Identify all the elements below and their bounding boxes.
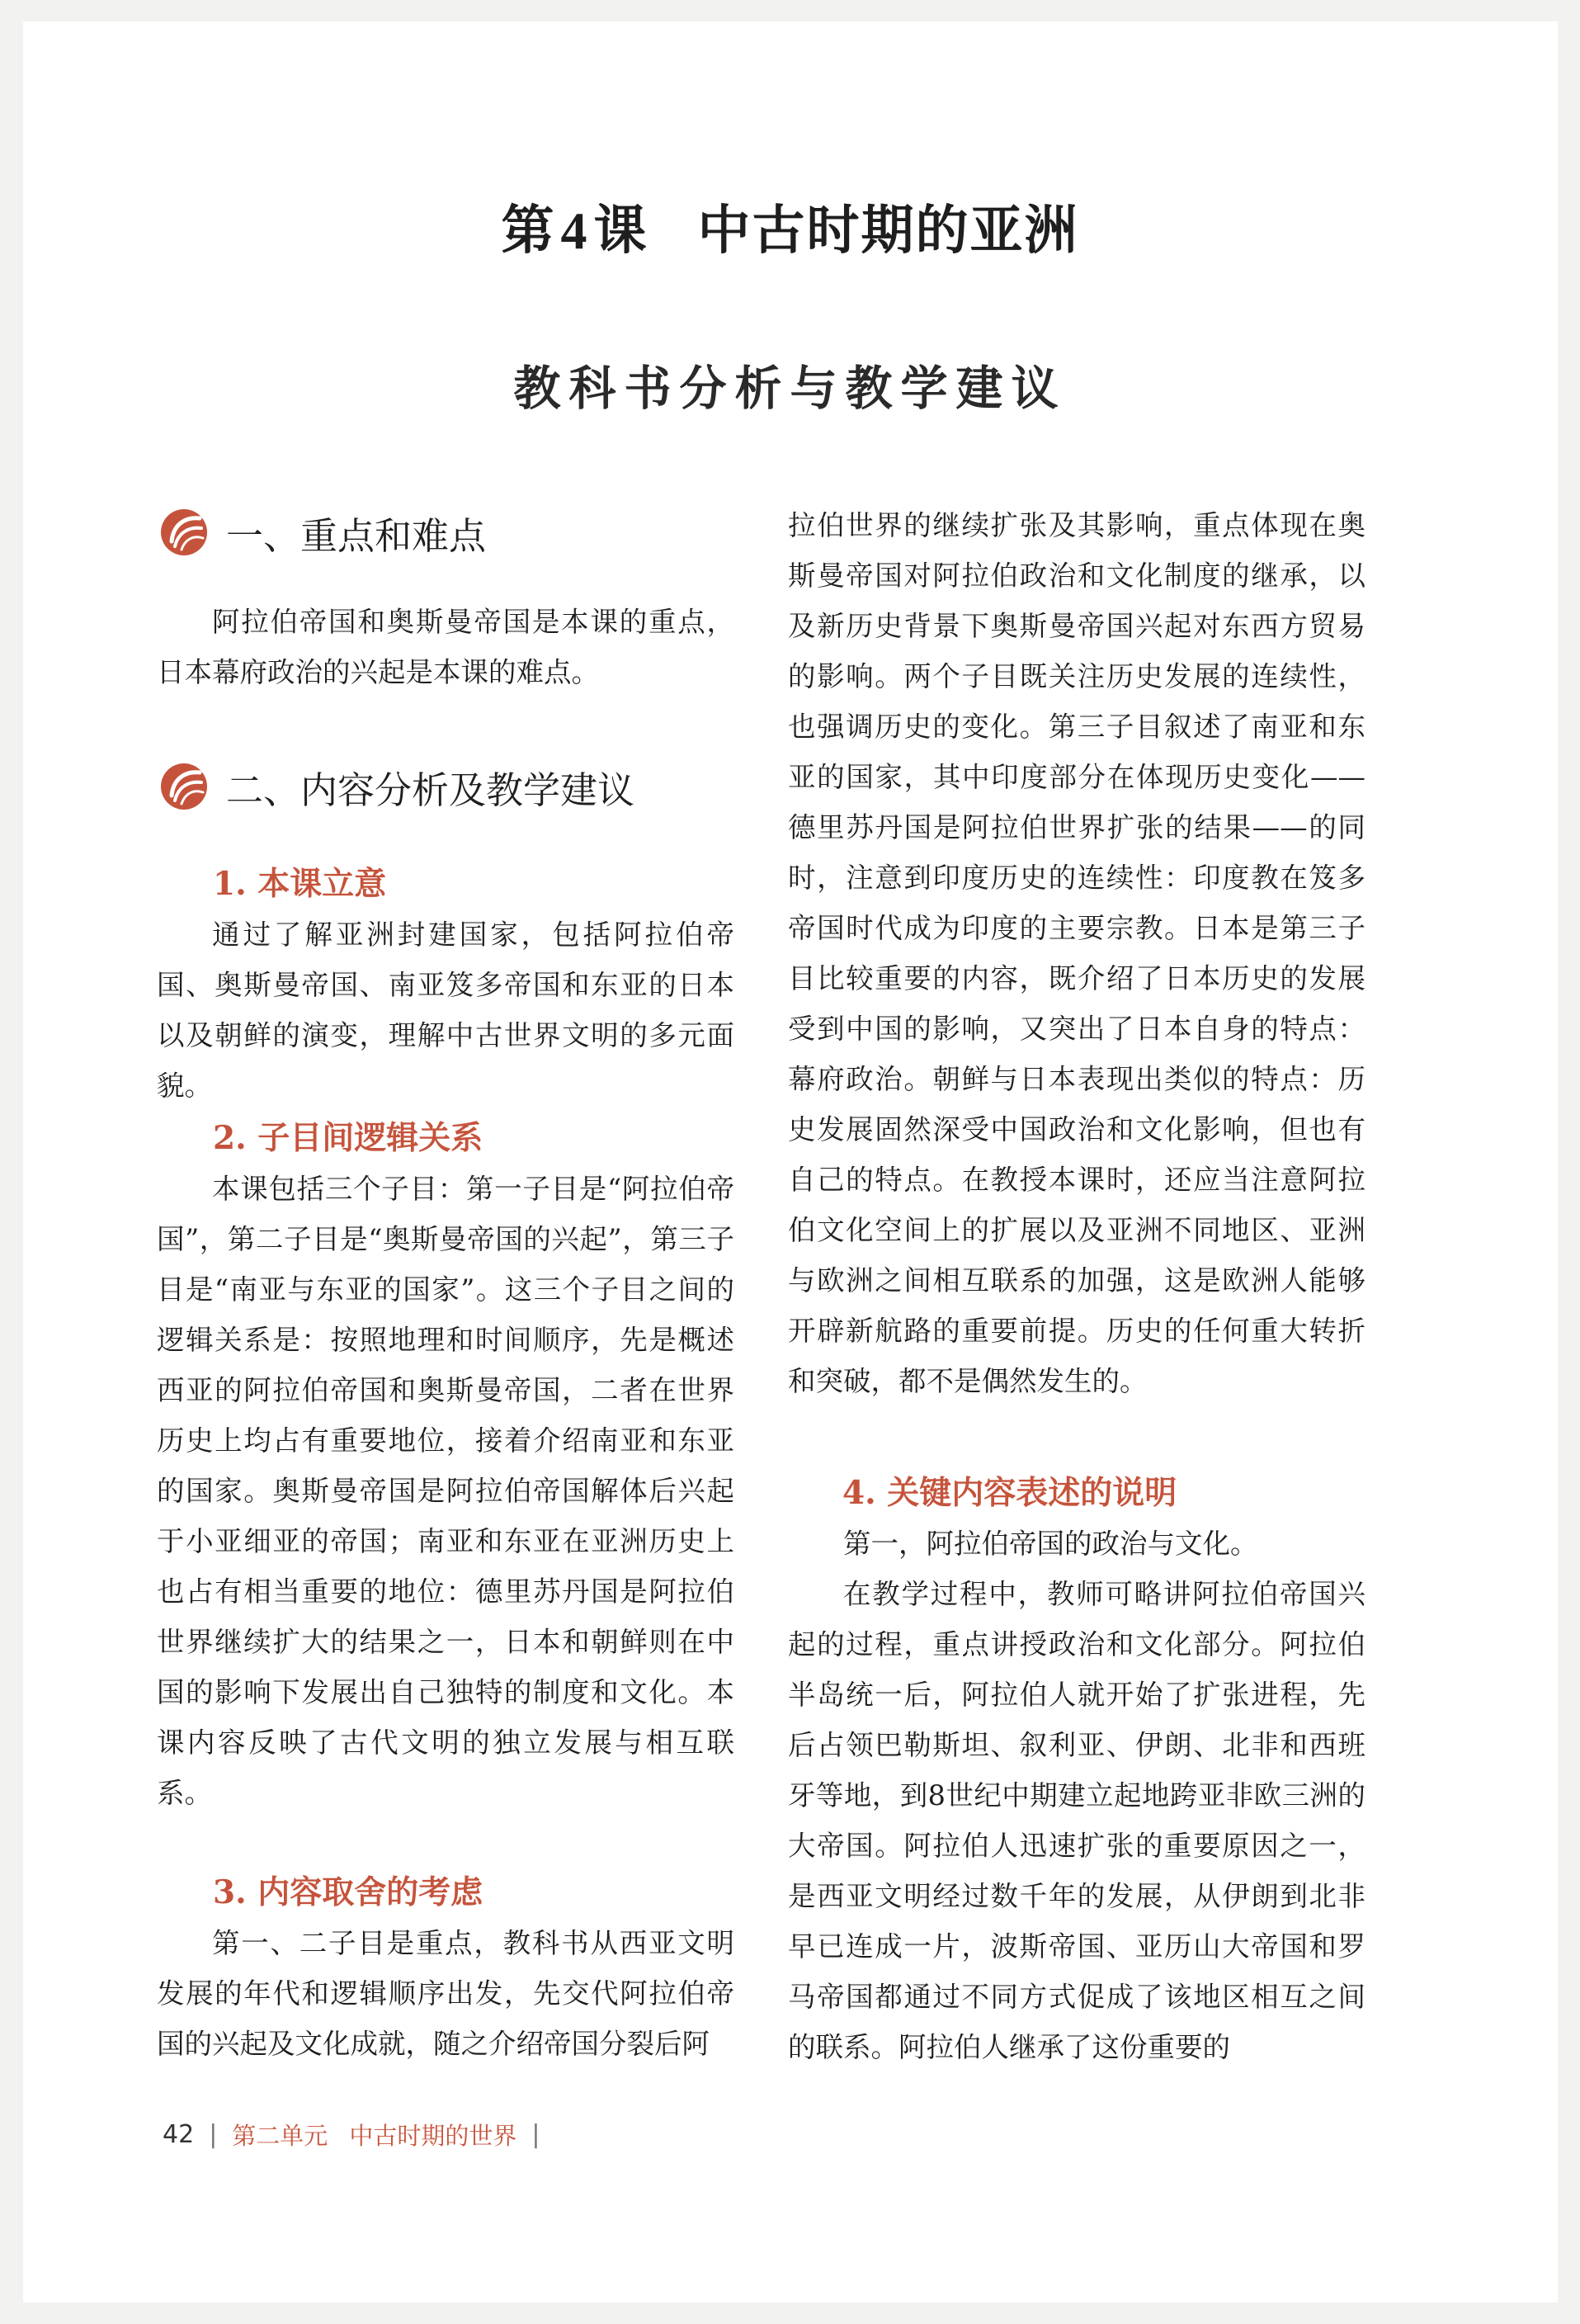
sub4-text: 在教学过程中，教师可略讲阿拉伯帝国兴起的过程，重点讲授政治和文化部分。阿拉伯半岛统一后，阿拉伯人就开始了扩张进程，先后占领巴勒斯坦、叙利亚、伊朗、北非和西班牙等地，到8世纪中期建立起地跨亚非欧三洲的大帝国。阿拉伯人迅速扩张的重要原因之一，是西亚文明经过数千年的发展，从伊朗到北非早已连成一片，波斯帝国、亚历山大帝国和罗马帝国都通过不同方式促成了该地区相互之间的联系。阿拉伯人继承了这份重要的	[788, 1578, 1365, 2063]
sub3-text-left: 第一、二子目是重点，教科书从西亚文明发展的年代和逻辑顺序出发，先交代阿拉伯帝国的兴起及文化成就，随之介绍帝国分裂后阿	[157, 1927, 734, 2060]
section1-text: 阿拉伯帝国和奥斯曼帝国是本课的重点，日本幕府政治的兴起是本课的难点。	[157, 606, 734, 688]
swirl-icon	[157, 759, 211, 814]
subheading-1: 1. 本课立意	[213, 865, 387, 903]
footer-unit-title: 中古时期的世界	[349, 2122, 517, 2150]
section-heading-2-label: 二、内容分析及教学建议	[226, 768, 635, 812]
lesson-prefix: 第	[501, 200, 556, 262]
page-subtitle: 教科书分析与教学建议	[513, 361, 1067, 416]
sub1-text: 通过了解亚洲封建国家，包括阿拉伯帝国、奥斯曼帝国、南亚笈多帝国和东亚的日本以及朝鲜的演变，理解中古世界文明的多元面貌。	[157, 919, 734, 1102]
footer-divider: |	[209, 2120, 218, 2149]
subheading-2: 2. 子目间逻辑关系	[213, 1119, 483, 1157]
section-heading-2	[157, 758, 634, 815]
lesson-name: 中古时期的亚洲	[697, 200, 1079, 262]
swirl-icon	[157, 505, 211, 560]
lesson-number: 4	[560, 201, 589, 260]
page-number: 42	[163, 2120, 195, 2149]
sub4-line1: 第一，阿拉伯帝国的政治与文化。	[843, 1528, 1258, 1560]
sub2-text: 本课包括三个子目：第一子目是“阿拉伯帝国”，第二子目是“奥斯曼帝国的兴起”，第三子目是“南亚与东亚的国家”。这三个子目之间的逻辑关系是：按照地理和时间顺序，先是概述西亚的阿拉伯帝国和奥斯曼帝国，二者在世界历史上均占有重要地位，接着介绍南亚和东亚的国家。奥斯曼帝国是阿拉伯帝国解体后兴起于小亚细亚的帝国；南亚和东亚在亚洲历史上也占有相当重要的地位：德里苏丹国是阿拉伯世界继续扩大的结果之一，日本和朝鲜则在中国的影响下发展出自己独特的制度和文化。本课内容反映了古代文明的独立发展与相互联系。	[157, 1173, 734, 1809]
subheading-4: 4. 关键内容表述的说明	[842, 1474, 1177, 1512]
footer-unit: 第二单元	[232, 2122, 328, 2150]
footer-divider: |	[531, 2120, 540, 2149]
sub3-text-right: 拉伯世界的继续扩张及其影响，重点体现在奥斯曼帝国对阿拉伯政治和文化制度的继承，以及新历史背景下奥斯曼帝国兴起对东西方贸易的影响。两个子目既关注历史发展的连续性，也强调历史的变化。第三子目叙述了南亚和东亚的国家，其中印度部分在体现历史变化——德里苏丹国是阿拉伯世界扩张的结果——的同时，注意到印度历史的连续性：印度教在笈多帝国时代成为印度的主要宗教。日本是第三子目比较重要的内容，既介绍了日本历史的发展受到中国的影响，又突出了日本自身的特点：幕府政治。朝鲜与日本表现出类似的特点：历史发展固然深受中国政治和文化影响，但也有自己的特点。在教授本课时，还应当注意阿拉伯文化空间上的扩展以及亚洲不同地区、亚洲与欧洲之间相互联系的加强，这是欧洲人能够开辟新航路的重要前提。历史的任何重大转折和突破，都不是偶然发生的。	[788, 509, 1365, 1397]
section-heading-1	[157, 503, 486, 561]
page-footer	[163, 2118, 554, 2152]
lesson-title	[0, 188, 1580, 264]
lesson-suffix: 课	[593, 200, 649, 262]
subheading-3: 3. 内容取舍的考虑	[213, 1873, 483, 1911]
section-heading-1-label: 一、重点和难点	[226, 513, 487, 558]
